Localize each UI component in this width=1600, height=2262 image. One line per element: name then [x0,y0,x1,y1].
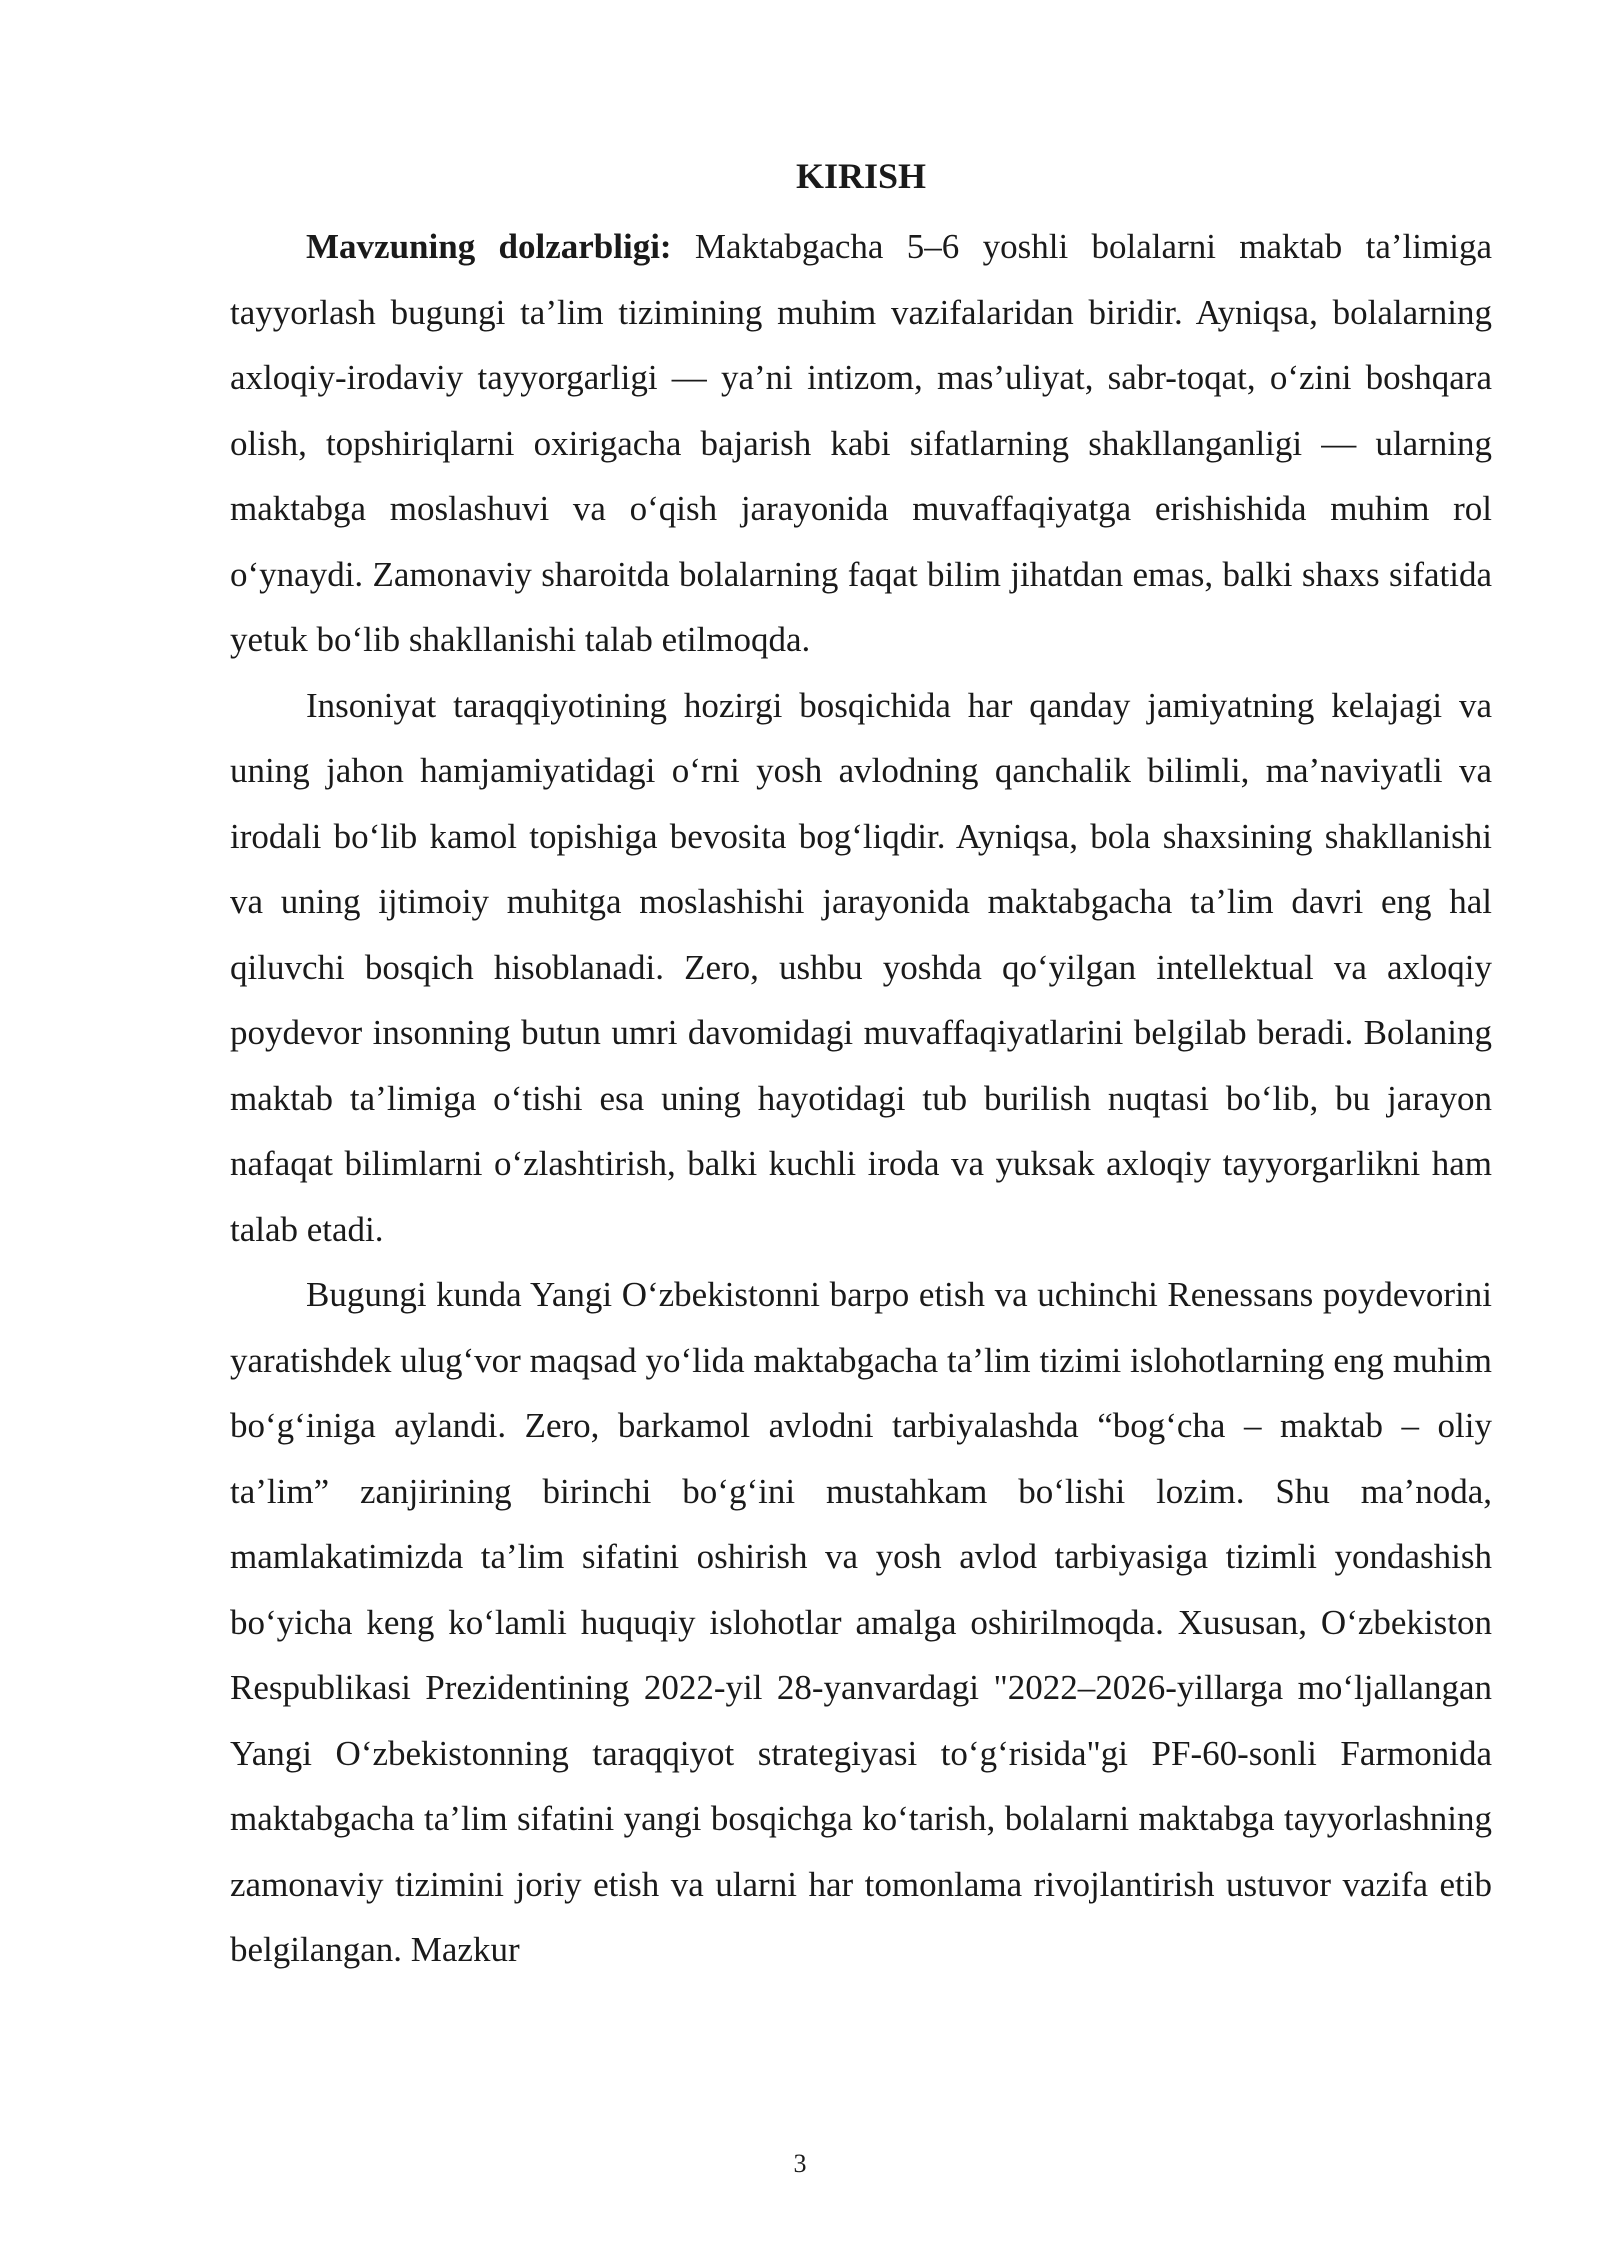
document-page [230,150,1492,1983]
paragraph-lead: Mavzuning dolzarbligi: [306,227,672,266]
page-number: 3 [793,2149,807,2178]
paragraph-development: Insoniyat taraqqiyotining hozirgi bosqichida har qanday jamiyatning kelajagi va uning jahon hamjamiyatidagi o‘rni yosh avlodning qanchalik bilimli, ma’naviyatli va irodali bo‘lib kamol topishiga bevosita bog‘liqdir. Ayniqsa, bola shaxsining shakllanishi va uning ijtimoiy muhitga moslashishi jarayonida maktabgacha ta’lim davri eng hal qiluvchi bosqich hisoblanadi. Zero, ushbu yoshda qo‘yilgan intellektual va axloqiy poydevor insonning butun umri davomidagi muvaffaqiyatlarini belgilab beradi. Bolaning maktab ta’limiga o‘tishi esa uning hayotidagi tub burilish nuqtasi bo‘lib, bu jarayon nafaqat bilimlarni o‘zlashtirish, balki kuchli iroda va yuksak axloqiy tayyorgarlikni ham talab etadi. [230,685,1492,1249]
paragraph-relevance [230,214,1492,673]
paragraph-text: Maktabgacha 5–6 yoshli bolalarni maktab ta’limiga tayyorlash bugungi ta’lim tizimining muhim vazifalaridan biridir. Ayniqsa, bolalarning axloqiy-irodaviy tayyorgarligi — ya’ni intizom, mas’uliyat, sabr-toqat, o‘zini boshqara olish, topshiriqlarni oxirigacha bajarish kabi sifatlarning shakllanganligi — ularning maktabga moslashuvi va o‘qish jarayonida muvaffaqiyatga erishishida muhim rol o‘ynaydi. Zamonaviy sharoitda bolalarning faqat bilim jihatdan emas, balki shaxs sifatida yetuk bo‘lib shakllanishi talab etilmoqda. [230,227,1492,659]
section-heading: KIRISH [795,156,927,196]
paragraph-reforms: Bugungi kunda Yangi O‘zbekistonni barpo etish va uchinchi Renessans poydevorini yaratishdek ulug‘vor maqsad yo‘lida maktabgacha ta’lim tizimi islohotlarning eng muhim bo‘g‘iniga aylandi. Zero, barkamol avlodni tarbiyalashda “bog‘cha – maktab – oliy ta’lim” zanjirining birinchi bo‘g‘ini mustahkam bo‘lishi lozim. Shu ma’noda, mamlakatimizda ta’lim sifatini oshirish va yosh avlod tarbiyasiga tizimli yondashish bo‘yicha keng ko‘lamli huquqiy islohotlar amalga oshirilmoqda. Xususan, O‘zbekiston Respublikasi Prezidentining 2022-yil 28-yanvardagi "2022–2026-yillarga mo‘ljallangan Yangi O‘zbekistonning taraqqiyot strategiyasi to‘g‘risida"gi PF-60-sonli Farmonida maktabgacha ta’lim sifatini yangi bosqichga ko‘tarish, bolalarni maktabga tayyorlashning zamonaviy tizimini joriy etish va ularni har tomonlama rivojlantirish ustuvor vazifa etib belgilangan. Mazkur [230,1275,1492,1969]
